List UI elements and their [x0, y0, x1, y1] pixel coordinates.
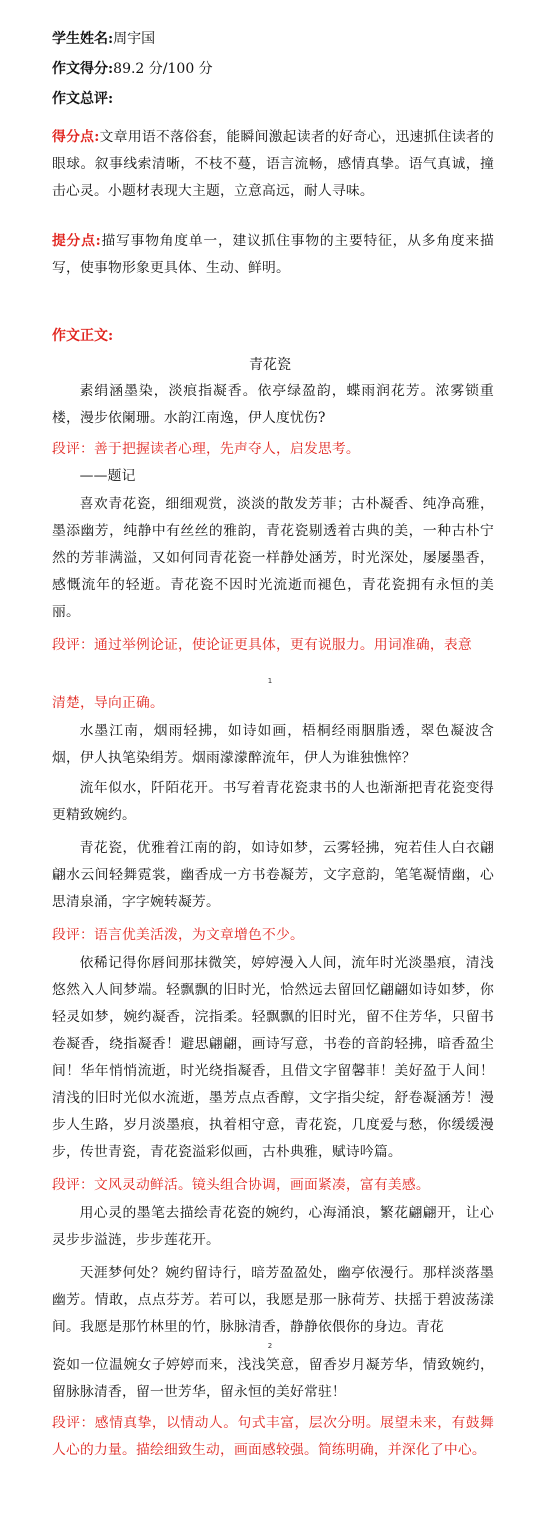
essay-paragraph: 水墨江南，烟雨轻拂，如诗如画，梧桐经雨胭脂透，翠色凝波含烟，伊人执笔染绢芳。烟雨濛濛醉流年，伊人为谁独憔悴？ — [52, 723, 494, 766]
paragraph-comment: 段评：通过举例论证，使论证更具体，更有说服力。用词准确，表意 — [52, 637, 472, 653]
essay-paragraph: 流年似水，阡陌花开。书写着青花瓷隶书的人也渐渐把青花瓷变得更精致婉约。 — [52, 780, 494, 823]
merit-section — [52, 124, 494, 205]
page-number: 2 — [267, 1342, 273, 1350]
essay-paragraph: 用心灵的墨笔去描绘青花瓷的婉约，心海涌浪，繁花翩翩开，让心灵步步溢涟，步步莲花开。 — [52, 1205, 494, 1248]
paragraph-comment: 段评：善于把握读者心理，先声夺人，启发思考。 — [52, 441, 360, 457]
improve-section — [52, 228, 494, 282]
merit-text: 文章用语不落俗套，能瞬间激起读者的好奇心，迅速抓住读者的眼球。叙事线索清晰，不枝不蔓，语言流畅，感情真挚。语气真诚，撞击心灵。小题材表现大主题，立意高远，耐人寻味。 — [52, 129, 494, 199]
score-value: 89.2 分/100 分 — [113, 61, 213, 77]
overall-comment-label: 作文总评: — [52, 91, 114, 107]
essay-paragraph: 依稀记得你唇间那抹微笑，婷婷漫入人间，流年时光淡墨痕，清浅悠然入人间梦端。轻飘飘的旧时光，恰然远去留回忆翩翩如诗如梦，你轻灵如梦，婉约凝香，浣指柔。轻飘飘的旧时光，留不住芳华，只留书卷凝香，绕指凝香！避思翩翩，画诗写意，书卷的音韵轻拂，暗香盈尘间！华年悄悄流逝，时光绕指凝香，且借文字留馨菲！美好盈于人间！清浅的旧时光似水流逝，墨芳点点香醇，文字指尖绽，舒卷凝涵芳！漫步人生路，岁月淡墨痕，执着相守意，青花瓷，几度爱与愁，你缓缓漫步，传世青瓷，青花瓷溢彩似画，古朴典雅，赋诗吟篇。 — [52, 955, 494, 1160]
student-name-label: 学生姓名: — [52, 31, 114, 47]
essay-paragraph: 天涯梦何处？婉约留诗行，暗芳盈盈处，幽亭依漫行。那样淡落墨幽芳。情敢，点点芬芳。若可以，我愿是那一脉荷芳、扶摇于碧波荡漾间。我愿是那竹林里的竹，脉脉清香，静静依偎你的身边。青花 — [52, 1265, 494, 1335]
paragraph-comment: 段评：文风灵动鲜活。镜头组合协调，画面紧凑，富有美感。 — [52, 1177, 430, 1193]
improve-text: 描写事物角度单一，建议抓住事物的主要特征，从多角度来描写，使事物形象更具体、生动、鲜明。 — [52, 233, 494, 276]
essay-paragraph-continued: 瓷如一位温婉女子婷婷而来，浅浅笑意，留香岁月凝芳华，情致婉约，留脉脉清香，留一世芳华，留永恒的美好常驻！ — [52, 1357, 494, 1400]
score-row — [52, 58, 213, 80]
paragraph-comment: 段评：语言优美活泼，为文章增色不少。 — [52, 927, 304, 943]
page-number: 1 — [267, 677, 273, 685]
essay-paragraph: 喜欢青花瓷，细细观赏，淡淡的散发芳菲；古朴凝香、纯净高雅，墨添幽芳，纯静中有丝丝的雅韵，青花瓷剔透着古典的美，一种古朴宁然的芳菲满溢，又如何同青花瓷一样静处涵芳，时光深处，屡屡墨香，感慨流年的轻逝。青花瓷不因时光流逝而褪色，青花瓷拥有永恒的美丽。 — [52, 496, 494, 620]
essay-paragraph: 青花瓷，优雅着江南的韵，如诗如梦，云雾轻拂，宛若佳人白衣翩翩水云间轻舞霓裳，幽香成一方书卷凝芳，文字意韵，笔笔凝情幽，心思清泉涌，字字婉转凝芳。 — [52, 840, 494, 910]
essay-paragraph: 素绢涵墨染，淡痕指凝香。依亭绿盈韵，蝶雨润花芳。浓雾锁重楼，漫步依阑珊。水韵江南逸，伊人度忧伤? — [52, 383, 494, 426]
improve-label: 提分点: — [52, 233, 101, 249]
essay-body-label: 作文正文: — [52, 328, 114, 344]
paragraph-comment: 段评：感情真挚，以情动人。句式丰富，层次分明。展望未来，有鼓舞人心的力量。描绘细致生动，画面感较强。简练明确，并深化了中心。 — [52, 1415, 494, 1458]
student-name-row — [52, 28, 155, 50]
merit-label: 得分点: — [52, 129, 100, 145]
score-label: 作文得分: — [52, 61, 114, 77]
paragraph-comment-continued: 清楚，导向正确。 — [52, 695, 164, 711]
student-name-value: 周宇国 — [113, 31, 156, 47]
epigraph-signature: ——题记 — [79, 468, 136, 484]
essay-title: 青花瓷 — [249, 357, 291, 373]
